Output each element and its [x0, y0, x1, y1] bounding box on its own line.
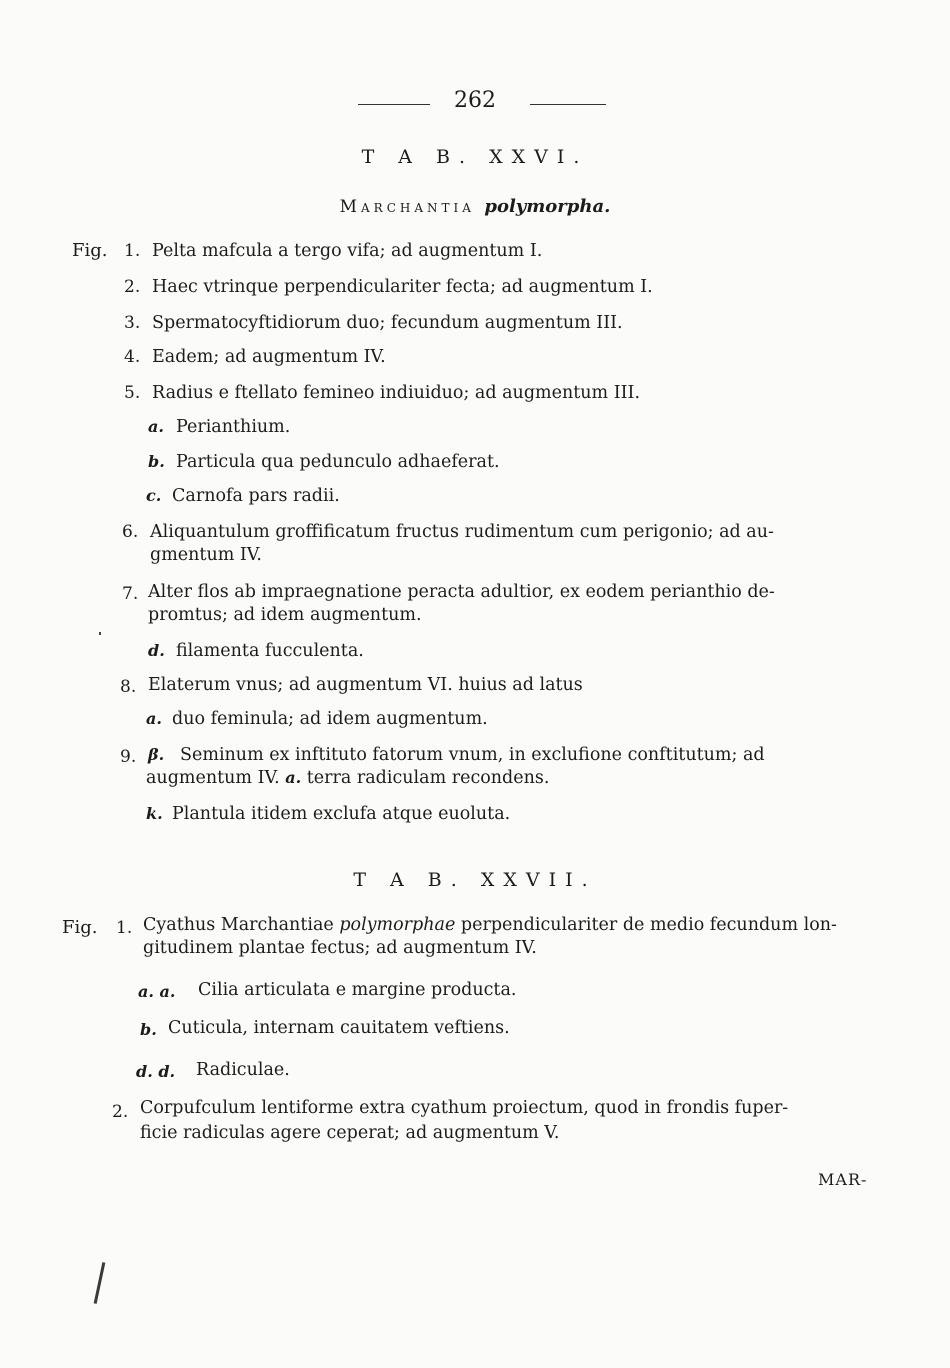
entry-letter: a. [146, 709, 162, 728]
entry-text: Plantula itidem exclufa atque euoluta. [172, 804, 511, 824]
entry-text: Radiculae. [196, 1060, 290, 1080]
header-rule-right [530, 104, 606, 105]
tab-heading-27: T A B. XXVII. [353, 869, 597, 891]
entry-text-line2: gmentum IV. [150, 545, 262, 565]
entry-text-italic: polymorphae [339, 915, 456, 935]
entry-text-line2 [146, 767, 549, 789]
entry-number: 1. [116, 918, 133, 938]
entry-letter: a. a. [138, 982, 176, 1001]
entry-number: 4. [124, 347, 141, 367]
entry-text: Haec vtrinque perpendiculariter fecta; ad augmentum I. [152, 277, 653, 297]
entry-number: 1. [124, 241, 141, 261]
entry-text: Spermatocyftidiorum duo; fecundum augmentum III. [152, 313, 623, 333]
entry-text: Cyathus Marchantiae [143, 915, 334, 935]
genus-title [0, 196, 950, 217]
entry-text: Cuticula, internam cauitatem veftiens. [168, 1018, 510, 1038]
entry-text-line1: Aliquantulum groffificatum fructus rudimentum cum perigonio; ad au- [150, 522, 774, 542]
entry-text: augmentum IV. [146, 768, 280, 788]
entry-number: 5. [124, 383, 141, 403]
entry-letter: d. d. [136, 1062, 176, 1081]
entry-text-line1: Corpufculum lentiforme extra cyathum proiectum, quod in frondis fuper- [140, 1098, 789, 1118]
entry-text-line1: Seminum ex inftituto fatorum vnum, in exclufione conftitutum; ad [180, 745, 765, 765]
catchword: MAR- [818, 1170, 868, 1189]
entry-text: Particula qua pedunculo adhaeferat. [176, 452, 500, 472]
entry-number: 3. [124, 313, 141, 333]
entry-text: Eadem; ad augmentum IV. [152, 347, 386, 367]
fig-label: Fig. [72, 240, 108, 261]
entry-letter: a. [148, 417, 164, 436]
entry-text: Radius e ftellato femineo indiuiduo; ad augmentum III. [152, 383, 641, 403]
entry-text: Perianthium. [176, 417, 291, 437]
page-number: 262 [454, 88, 496, 113]
entry-number: 7. [122, 584, 139, 604]
species-name: polymorpha. [484, 196, 611, 217]
entry-text-line1 [143, 914, 837, 936]
entry-text: Cilia articulata e margine producta. [198, 980, 517, 1000]
entry-number: 6. [122, 522, 139, 542]
entry-number: 8. [120, 677, 137, 697]
entry-text: duo feminula; ad idem augmentum. [172, 709, 488, 729]
entry-letter: β. [148, 745, 165, 764]
entry-letter: c. [146, 486, 162, 505]
entry-text: Pelta mafcula a tergo vifa; ad augmentum I. [152, 241, 543, 261]
entry-text: filamenta fucculenta. [176, 641, 364, 661]
entry-number: 9. [120, 747, 137, 767]
entry-text: Carnofa pars radii. [172, 486, 340, 506]
fig-label: Fig. [62, 917, 98, 938]
entry-number: 2. [124, 277, 141, 297]
entry-fig-1 [124, 240, 140, 262]
entry-text-line1: Alter flos ab impraegnatione peracta adultior, ex eodem perianthio de- [148, 582, 775, 602]
entry-text: Elaterum vnus; ad augmentum VI. huius ad latus [148, 675, 583, 695]
entry-letter: k. [146, 804, 163, 823]
entry-text-line2: ficie radiculas agere ceperat; ad augmentum V. [140, 1123, 560, 1143]
scan-mark [99, 632, 101, 635]
entry-letter: b. [148, 452, 165, 471]
entry-text: perpendiculariter de medio fecundum lon- [460, 915, 837, 935]
genus-name: Marchantia [339, 197, 475, 217]
scan-mark [94, 1262, 106, 1304]
tab-heading-26: T A B. XXVI. [361, 146, 589, 168]
entry-text-line2: gitudinem plantae fectus; ad augmentum IV. [143, 938, 537, 958]
entry-letter: d. [148, 641, 165, 660]
entry-number: 2. [112, 1102, 129, 1122]
entry-letter: b. [140, 1020, 157, 1039]
entry-letter: a. [285, 768, 302, 787]
entry-text: terra radiculam recondens. [306, 768, 550, 788]
entry-text-line2: promtus; ad idem augmentum. [148, 605, 422, 625]
